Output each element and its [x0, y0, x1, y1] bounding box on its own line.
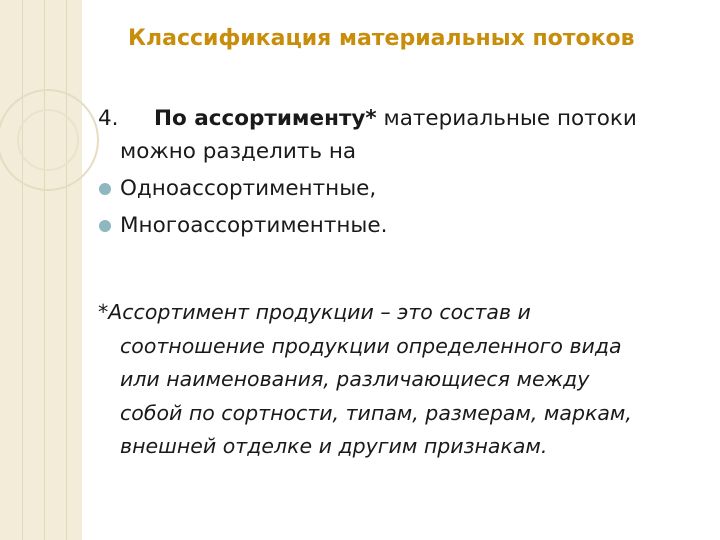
bullet-dot-icon [99, 183, 111, 195]
footnote [98, 296, 718, 464]
decorative-circles [0, 0, 100, 240]
item-number: 4. [98, 106, 119, 131]
decorative-circle [18, 110, 78, 170]
bullet-dot-icon [99, 220, 111, 232]
footnote-line: внешней отделке и другим признакам. [120, 434, 548, 458]
footnote-line: или наименования, различающиеся между [120, 367, 590, 391]
decorative-circle [0, 90, 98, 190]
bullet-item [98, 170, 710, 207]
numbered-item [98, 100, 710, 137]
item-text-continued: можно разделить на [120, 139, 357, 164]
footnote-line: собой по сортности, типам, размерам, маркам, [120, 400, 632, 425]
item-text: материальные потоки [376, 106, 637, 131]
footnote-line: *Ассортимент продукции – это состав и [98, 300, 531, 324]
slide-title: Классификация материальных потоков [128, 26, 635, 51]
bullet-label: Многоассортиментные. [120, 213, 388, 238]
footnote-line: соотношение продукции определенного вида [120, 333, 622, 358]
bullet-item [98, 207, 710, 244]
item-heading: По ассортименту* [154, 106, 377, 131]
main-content [98, 100, 710, 244]
bullet-label: Одноассортиментные, [120, 176, 377, 201]
